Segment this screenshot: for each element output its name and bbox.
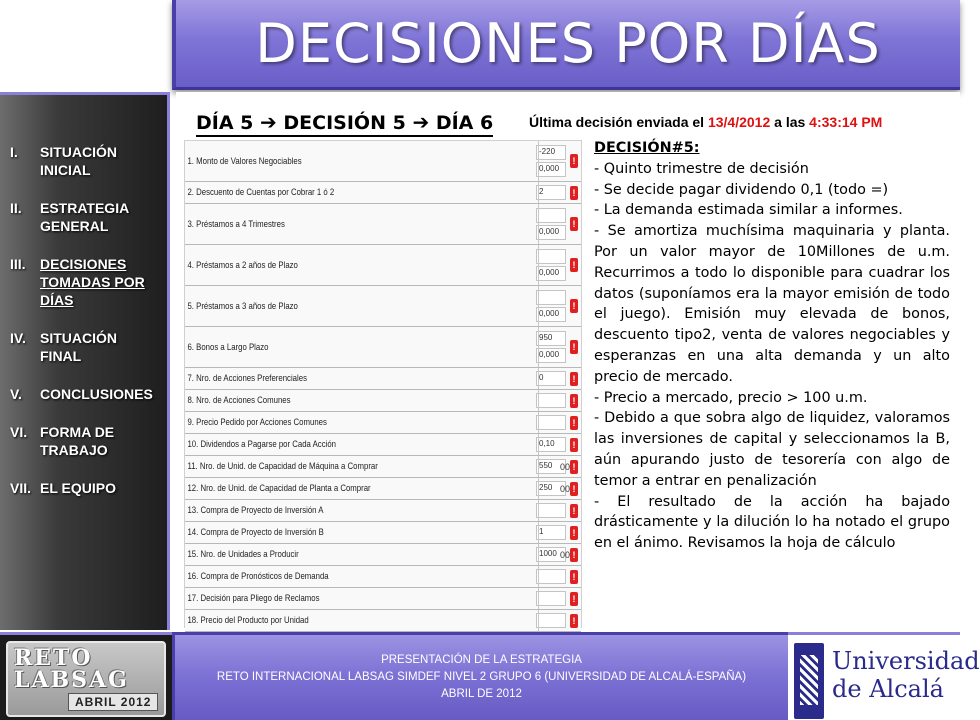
decision-value-suffix: 00 [559,461,570,472]
decision-value-field[interactable]: 1 [536,525,566,540]
decision-value-field[interactable]: 550 [536,459,566,474]
decision-form-divider [538,141,539,181]
sidebar-item-estrategia-general[interactable] [10,199,159,235]
decision-value-field[interactable]: 0 [536,371,566,386]
decision-value-field[interactable]: 2 [536,185,566,200]
decision-form-inputs [536,525,566,540]
decision-form-divider [538,588,539,609]
sidebar-nav [0,92,170,630]
last-decision-mid: a las [774,114,806,130]
decision-value-field[interactable]: 0,000 [536,225,566,240]
decision-value-field[interactable] [536,569,566,584]
decision-value-field[interactable] [536,503,566,518]
last-decision-prefix: Última decisión enviada el [529,114,705,130]
decision-form-divider [538,434,539,455]
university-logo-line1: Universidad [832,647,980,675]
decision-form-divider [538,412,539,433]
sidebar-item-label: CONCLUSIONES [40,386,153,402]
decision-form-row [185,588,581,610]
notes-line: - Se decide pagar dividendo 0,1 (todo =) [594,181,889,198]
main-content [176,92,960,630]
decision-form-label: 4. Préstamos a 2 años de Plazo [187,259,298,271]
sidebar-item-number: VI. [10,424,28,440]
sidebar-item-label: DECISIONES TOMADAS POR DÍAS [40,256,145,308]
decision-form-inputs [536,290,566,322]
decision-form-divider [538,368,539,389]
decision-form-inputs [536,331,566,363]
sidebar-item-situacion-inicial[interactable] [10,143,159,179]
sidebar-item-number: V. [10,386,22,402]
decision-form-inputs [536,613,566,628]
decision-form-divider [538,566,539,587]
reto-logo-year: ABRIL 2012 [68,693,158,711]
decision-value-field[interactable] [536,290,566,305]
decision-form-label: 15. Nro. de Unidades a Producir [187,549,299,560]
help-alert-icon[interactable]: ! [570,526,578,540]
sidebar-item-el-equipo[interactable] [10,479,159,497]
decision-form-inputs [536,415,566,430]
decision-form-row [185,478,581,500]
help-alert-icon[interactable]: ! [570,460,578,474]
decision-form-label: 1. Monto de Valores Negociables [187,155,302,167]
decision-form-label: 9. Precio Pedido por Acciones Comunes [187,417,327,428]
decision-form-divider [538,456,539,477]
decision-value-field[interactable] [536,393,566,408]
decision-value-field[interactable]: 0,000 [536,307,566,322]
decision-form-row [185,204,581,245]
decision-form-label: 13. Compra de Proyecto de Inversión A [187,505,324,516]
last-decision-info [529,114,882,130]
decision-form-inputs [536,371,566,386]
decision-form-inputs [536,145,566,177]
last-decision-date: 13/4/2012 [707,114,771,130]
day-heading [196,110,493,137]
decision-value-field[interactable]: 1000 [536,547,566,562]
decision-form-row [185,141,581,182]
decision-form-row [185,434,581,456]
sidebar-item-conclusiones[interactable] [10,385,159,403]
decision-form-inputs [536,569,566,584]
decision-form-divider [538,478,539,499]
sidebar-item-number: IV. [10,330,26,346]
decision-value-suffix: 00 [559,483,570,494]
decision-value-suffix: 00 [559,549,570,560]
decision-form-label: 16. Compra de Pronósticos de Demanda [187,571,329,582]
help-alert-icon[interactable]: ! [570,504,578,518]
sidebar-item-forma-de-trabajo[interactable] [10,423,159,459]
help-alert-icon[interactable]: ! [570,548,578,562]
decision-form-label: 5. Préstamos a 3 años de Plazo [187,300,298,312]
decision-form-label: 10. Dividendos a Pagarse por Cada Acción [187,439,336,450]
decision-form-inputs [536,249,566,281]
decision-form-inputs [536,185,566,200]
decision-form-row [185,390,581,412]
notes-line: - Debido a que sobra algo de liquidez, valoramos las inversiones de capital y seleccionamos la B, aún apurando justo de tesorería con algo de temor a entrar en penalización [594,410,950,489]
decision-form-label: 14. Compra de Proyecto de Inversión B [187,527,324,538]
notes-line: - Quinto trimestre de decisión [594,160,809,177]
decision-value-field[interactable]: 0,10 [536,437,566,452]
decision-form-label: 8. Nro. de Acciones Comunes [187,395,291,406]
sidebar-item-number: II. [10,200,22,216]
university-crest-icon [794,643,824,719]
decision-form-inputs [536,208,566,240]
sidebar-item-number: III. [10,256,26,272]
day-heading-part3: DÍA 6 [435,112,494,134]
decision-form [184,140,582,628]
help-alert-icon[interactable]: ! [570,416,578,430]
arrow-right-icon: ➔ [412,110,430,134]
decision-form-label: 12. Nro. de Unid. de Capacidad de Planta a Comprar [187,483,371,494]
decision-form-inputs [536,393,566,408]
decision-form-row [185,286,581,327]
decision-form-row [185,544,581,566]
help-alert-icon[interactable]: ! [570,340,578,354]
footer-line2: RETO INTERNACIONAL LABSAG SIMDEF NIVEL 2 GRUPO 6 (UNIVERSIDAD DE ALCALÁ-ESPAÑA) [216,671,747,683]
decision-value-field[interactable]: 0,000 [536,348,566,363]
day-heading-part2: DECISIÓN 5 [283,112,406,134]
help-alert-icon[interactable]: ! [570,258,578,272]
university-logo-text [832,647,980,703]
decision-form-divider [538,390,539,411]
decision-form-inputs [536,437,566,452]
decision-form-inputs [536,503,566,518]
help-alert-icon[interactable]: ! [570,614,578,628]
decision-value-field[interactable] [536,249,566,264]
decision-form-label: 18. Precio del Producto por Unidad [187,615,309,626]
reto-labsag-logo [6,641,166,717]
sidebar-item-label: SITUACIÓN FINAL [40,330,117,364]
last-decision-time: 4:33:14 PM [809,114,883,130]
day-heading-part1: DÍA 5 [196,112,254,134]
decision-form-divider [538,245,539,285]
decision-form-label: 2. Descuento de Cuentas por Cobrar 1 ó 2 [187,187,335,198]
decision-form-row [185,500,581,522]
arrow-right-icon: ➔ [260,110,277,134]
notes-header: DECISIÓN#5: [594,140,700,156]
help-alert-icon[interactable]: ! [570,372,578,386]
footer-left [0,632,172,720]
help-alert-icon[interactable]: ! [570,438,578,452]
sidebar-item-number: I. [10,144,18,160]
university-logo-line2: de Alcalá [832,675,944,703]
decision-value-field[interactable]: 250 [536,481,566,496]
decision-form-label: 6. Bonos a Largo Plazo [187,341,269,353]
decision-form-divider [538,327,539,367]
title-banner [172,0,960,90]
page-title: DECISIONES POR DÍAS [255,12,881,75]
decision-form-divider [538,182,539,203]
decision-form-row [185,368,581,390]
footer-line3: ABRIL DE 2012 [441,688,522,700]
decision-value-field[interactable]: 0,000 [536,162,566,177]
decision-form-row [185,327,581,368]
decision-form-row [185,522,581,544]
decision-form-divider [538,500,539,521]
decision-form-label: 11. Nro. de Unid. de Capacidad de Máquina a Comprar [187,461,378,472]
decision-form-divider [538,610,539,631]
decision-form-row [185,182,581,204]
notes-line: - Se amortiza muchísima maquinaria y planta. Por un valor mayor de 10Millones de u.m. Recurrimos a todo lo disponible para cuadrar los datos (suponíamos era la mayor emisión de todo el juego). Emisión muy elevada de bonos, descuento tipo2, venta de valores negociables y esperanzas en una alta demanda y un alto precio de mercado. [594,223,950,385]
help-alert-icon[interactable]: ! [570,186,578,200]
notes-line: - Precio a mercado, precio > 100 u.m. [594,389,868,406]
decision-value-field[interactable] [536,613,566,628]
footer-line1: PRESENTACIÓN DE LA ESTRATEGIA [381,654,582,666]
help-alert-icon[interactable]: ! [570,154,578,168]
sidebar-item-label: SITUACIÓN INICIAL [40,144,117,178]
sidebar-item-label: EL EQUIPO [40,480,116,496]
sidebar-item-decisiones-tomadas[interactable] [10,255,159,309]
sidebar-item-number: VII. [10,480,32,496]
decision-form-row [185,456,581,478]
help-alert-icon[interactable]: ! [570,482,578,496]
decision-form-divider [538,544,539,565]
footer-center [172,632,788,720]
help-alert-icon[interactable]: ! [570,394,578,408]
decision-form-divider [538,204,539,244]
decision-form-inputs [536,591,566,606]
notes-line: - La demanda estimada similar a informes. [594,202,903,219]
reto-logo-line2: LABSAG [14,667,129,693]
reto-logo-line1: RETO [14,645,93,671]
decision-form-row [185,412,581,434]
decision-notes [594,138,950,554]
top-left-blank [0,0,170,92]
decision-form-divider [538,286,539,326]
reto-logo-text [14,647,129,691]
help-alert-icon[interactable]: ! [570,592,578,606]
decision-value-field[interactable]: 950 [536,331,566,346]
decision-form-label: 17. Decisión para Pliego de Reclamos [187,593,320,604]
help-alert-icon[interactable]: ! [570,299,578,313]
decision-form-row [185,566,581,588]
decision-form-row [185,610,581,632]
decision-value-field[interactable]: 0,000 [536,266,566,281]
help-alert-icon[interactable]: ! [570,217,578,231]
decision-value-field[interactable] [536,591,566,606]
decision-form-row [185,245,581,286]
footer-right [788,632,980,720]
help-alert-icon[interactable]: ! [570,570,578,584]
sidebar-item-label: FORMA DE TRABAJO [40,424,115,458]
sidebar-item-label: ESTRATEGIA GENERAL [40,200,129,234]
decision-form-divider [538,522,539,543]
decision-form-label: 7. Nro. de Acciones Preferenciales [187,373,307,384]
decision-value-field[interactable] [536,415,566,430]
decision-form-label: 3. Préstamos a 4 Trimestres [187,218,285,230]
decision-value-field[interactable]: -220 [536,145,566,160]
notes-line: - El resultado de la acción ha bajado drásticamente y la dilución lo ha notado el grupo en el ánimo. Revisamos la hoja de cálculo [594,493,950,552]
decision-value-field[interactable] [536,208,566,223]
sidebar-item-situacion-final[interactable] [10,329,159,365]
